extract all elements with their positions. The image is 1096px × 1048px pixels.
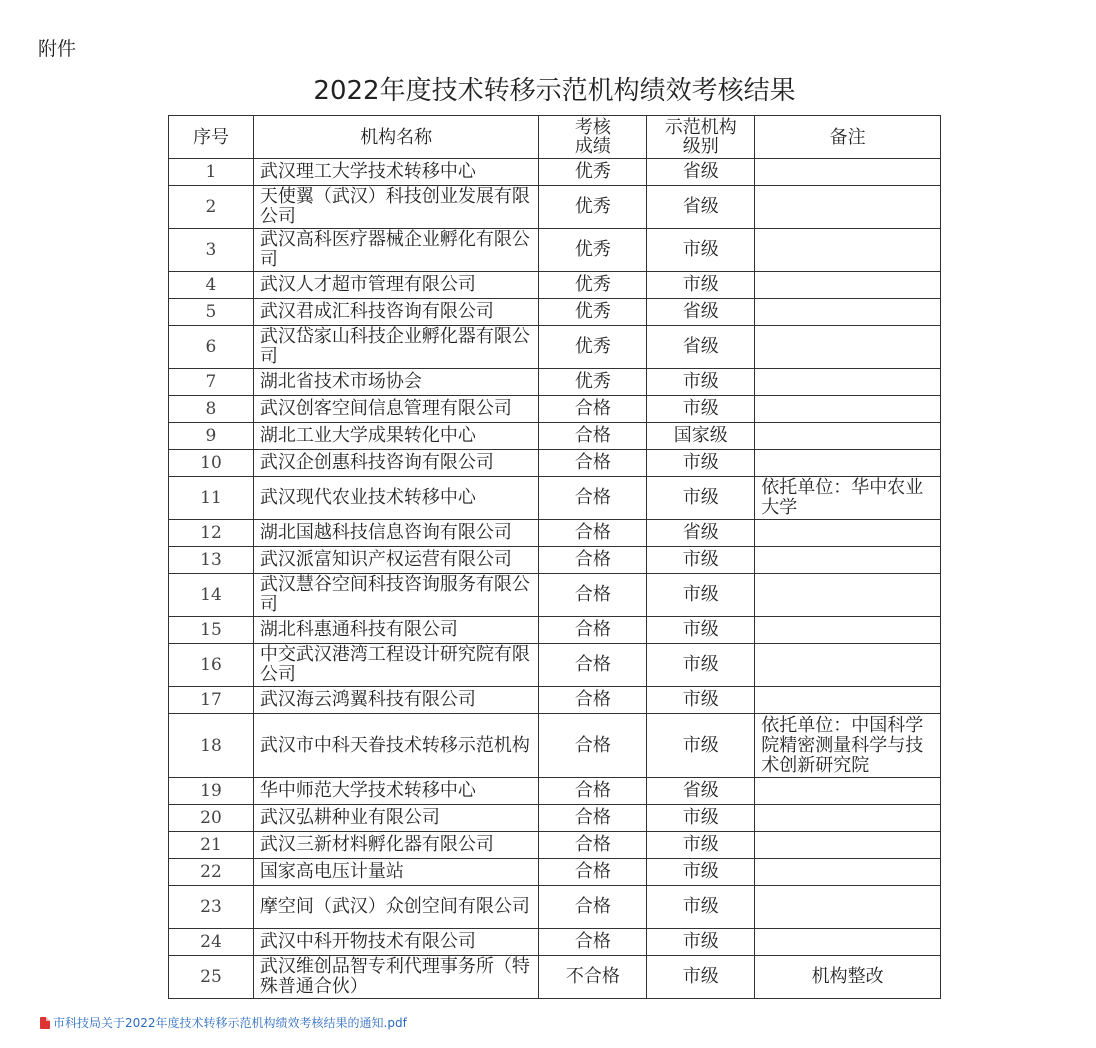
row-note (755, 272, 941, 299)
row-institution-name: 武汉企创惠科技咨询有限公司 (253, 450, 539, 477)
row-institution-name: 武汉海云鸿翼科技有限公司 (253, 687, 539, 714)
results-table (168, 115, 941, 999)
header-index: 序号 (169, 116, 254, 159)
row-level: 省级 (647, 159, 755, 186)
row-note (755, 859, 941, 886)
row-index: 19 (169, 778, 254, 805)
header-grade: 考核 成绩 (539, 116, 647, 159)
row-index: 13 (169, 547, 254, 574)
table-row (169, 956, 941, 999)
row-note (755, 805, 941, 832)
table-row (169, 886, 941, 929)
row-grade: 不合格 (539, 956, 647, 999)
page-title: 2022年度技术转移示范机构绩效考核结果 (313, 76, 796, 106)
row-grade: 优秀 (539, 326, 647, 369)
row-institution-name: 武汉高科医疗器械企业孵化有限公司 (253, 229, 539, 272)
row-grade: 合格 (539, 520, 647, 547)
row-institution-name: 武汉理工大学技术转移中心 (253, 159, 539, 186)
header-name: 机构名称 (253, 116, 539, 159)
row-grade: 合格 (539, 832, 647, 859)
row-grade: 优秀 (539, 272, 647, 299)
row-level: 省级 (647, 778, 755, 805)
row-index: 7 (169, 369, 254, 396)
row-institution-name: 湖北工业大学成果转化中心 (253, 423, 539, 450)
row-index: 5 (169, 299, 254, 326)
row-index: 12 (169, 520, 254, 547)
row-institution-name: 武汉弘耕种业有限公司 (253, 805, 539, 832)
row-level: 市级 (647, 396, 755, 423)
row-institution-name: 武汉三新材料孵化器有限公司 (253, 832, 539, 859)
row-grade: 合格 (539, 477, 647, 520)
row-institution-name: 武汉慧谷空间科技咨询服务有限公司 (253, 574, 539, 617)
row-index: 24 (169, 929, 254, 956)
table-row (169, 805, 941, 832)
row-note (755, 929, 941, 956)
row-note (755, 299, 941, 326)
attachment-link[interactable] (40, 1014, 407, 1031)
row-note (755, 229, 941, 272)
row-note: 依托单位：中国科学院精密测量科学与技术创新研究院 (755, 714, 941, 778)
row-grade: 合格 (539, 644, 647, 687)
row-index: 17 (169, 687, 254, 714)
table-row (169, 832, 941, 859)
table-row (169, 778, 941, 805)
row-note (755, 450, 941, 477)
row-level: 市级 (647, 450, 755, 477)
table-row (169, 369, 941, 396)
row-institution-name: 武汉中科开物技术有限公司 (253, 929, 539, 956)
row-index: 15 (169, 617, 254, 644)
table-row (169, 574, 941, 617)
table-body (169, 159, 941, 999)
row-note (755, 423, 941, 450)
row-note (755, 396, 941, 423)
row-level: 省级 (647, 299, 755, 326)
row-index: 20 (169, 805, 254, 832)
row-note: 机构整改 (755, 956, 941, 999)
table-row (169, 929, 941, 956)
row-grade: 合格 (539, 805, 647, 832)
row-index: 8 (169, 396, 254, 423)
table-row (169, 714, 941, 778)
table-row (169, 547, 941, 574)
header-note: 备注 (755, 116, 941, 159)
table-header-row (169, 116, 941, 159)
row-index: 2 (169, 186, 254, 229)
header-level: 示范机构 级别 (647, 116, 755, 159)
row-note (755, 644, 941, 687)
row-grade: 合格 (539, 547, 647, 574)
row-index: 16 (169, 644, 254, 687)
row-institution-name: 天使翼（武汉）科技创业发展有限公司 (253, 186, 539, 229)
row-level: 省级 (647, 326, 755, 369)
table-row (169, 299, 941, 326)
row-level: 市级 (647, 574, 755, 617)
row-index: 3 (169, 229, 254, 272)
table-row (169, 687, 941, 714)
row-grade: 合格 (539, 423, 647, 450)
table-row (169, 477, 941, 520)
row-level: 市级 (647, 229, 755, 272)
row-note (755, 574, 941, 617)
row-institution-name: 武汉岱家山科技企业孵化器有限公司 (253, 326, 539, 369)
row-institution-name: 国家高电压计量站 (253, 859, 539, 886)
row-note (755, 886, 941, 929)
table-row (169, 423, 941, 450)
row-index: 18 (169, 714, 254, 778)
row-index: 10 (169, 450, 254, 477)
row-index: 4 (169, 272, 254, 299)
row-grade: 合格 (539, 929, 647, 956)
row-level: 市级 (647, 805, 755, 832)
table-row (169, 186, 941, 229)
row-institution-name: 湖北科惠通科技有限公司 (253, 617, 539, 644)
row-grade: 优秀 (539, 229, 647, 272)
row-grade: 合格 (539, 886, 647, 929)
row-level: 市级 (647, 929, 755, 956)
row-grade: 合格 (539, 450, 647, 477)
table-row (169, 617, 941, 644)
row-note (755, 547, 941, 574)
row-index: 6 (169, 326, 254, 369)
table-row (169, 229, 941, 272)
row-grade: 合格 (539, 617, 647, 644)
row-note (755, 832, 941, 859)
row-index: 23 (169, 886, 254, 929)
row-level: 省级 (647, 520, 755, 547)
row-grade: 合格 (539, 687, 647, 714)
row-level: 市级 (647, 272, 755, 299)
row-institution-name: 摩空间（武汉）众创空间有限公司 (253, 886, 539, 929)
row-index: 22 (169, 859, 254, 886)
row-grade: 合格 (539, 574, 647, 617)
row-grade: 合格 (539, 396, 647, 423)
row-institution-name: 中交武汉港湾工程设计研究院有限公司 (253, 644, 539, 687)
row-level: 市级 (647, 687, 755, 714)
row-grade: 合格 (539, 778, 647, 805)
row-level: 市级 (647, 617, 755, 644)
row-note (755, 520, 941, 547)
table-row (169, 859, 941, 886)
table-row (169, 272, 941, 299)
row-note (755, 326, 941, 369)
row-level: 市级 (647, 859, 755, 886)
row-institution-name: 武汉市中科天眷技术转移示范机构 (253, 714, 539, 778)
pdf-file-icon (40, 1017, 50, 1029)
table-row (169, 450, 941, 477)
row-institution-name: 武汉现代农业技术转移中心 (253, 477, 539, 520)
row-level: 市级 (647, 369, 755, 396)
row-level: 市级 (647, 477, 755, 520)
row-institution-name: 华中师范大学技术转移中心 (253, 778, 539, 805)
row-note (755, 186, 941, 229)
attachment-label: 附件 (38, 38, 77, 60)
row-note (755, 159, 941, 186)
row-grade: 优秀 (539, 159, 647, 186)
row-level: 市级 (647, 956, 755, 999)
row-grade: 优秀 (539, 186, 647, 229)
row-index: 14 (169, 574, 254, 617)
table-row (169, 520, 941, 547)
row-level: 市级 (647, 714, 755, 778)
row-grade: 优秀 (539, 369, 647, 396)
row-index: 1 (169, 159, 254, 186)
row-note (755, 369, 941, 396)
table-row (169, 644, 941, 687)
row-institution-name: 湖北省技术市场协会 (253, 369, 539, 396)
row-grade: 合格 (539, 714, 647, 778)
row-institution-name: 武汉人才超市管理有限公司 (253, 272, 539, 299)
row-grade: 优秀 (539, 299, 647, 326)
attachment-link-text[interactable]: 市科技局关于2022年度技术转移示范机构绩效考核结果的通知.pdf (53, 1016, 407, 1030)
row-level: 市级 (647, 547, 755, 574)
row-note (755, 617, 941, 644)
row-level: 市级 (647, 644, 755, 687)
row-index: 11 (169, 477, 254, 520)
row-index: 21 (169, 832, 254, 859)
row-institution-name: 武汉创客空间信息管理有限公司 (253, 396, 539, 423)
row-note (755, 687, 941, 714)
table-row (169, 159, 941, 186)
table-row (169, 326, 941, 369)
row-institution-name: 武汉维创品智专利代理事务所（特殊普通合伙） (253, 956, 539, 999)
row-note (755, 778, 941, 805)
row-level: 国家级 (647, 423, 755, 450)
row-grade: 合格 (539, 859, 647, 886)
row-index: 25 (169, 956, 254, 999)
row-note: 依托单位：华中农业大学 (755, 477, 941, 520)
table-row (169, 396, 941, 423)
row-level: 省级 (647, 186, 755, 229)
row-level: 市级 (647, 886, 755, 929)
row-institution-name: 武汉君成汇科技咨询有限公司 (253, 299, 539, 326)
row-institution-name: 湖北国越科技信息咨询有限公司 (253, 520, 539, 547)
row-level: 市级 (647, 832, 755, 859)
row-institution-name: 武汉派富知识产权运营有限公司 (253, 547, 539, 574)
row-index: 9 (169, 423, 254, 450)
